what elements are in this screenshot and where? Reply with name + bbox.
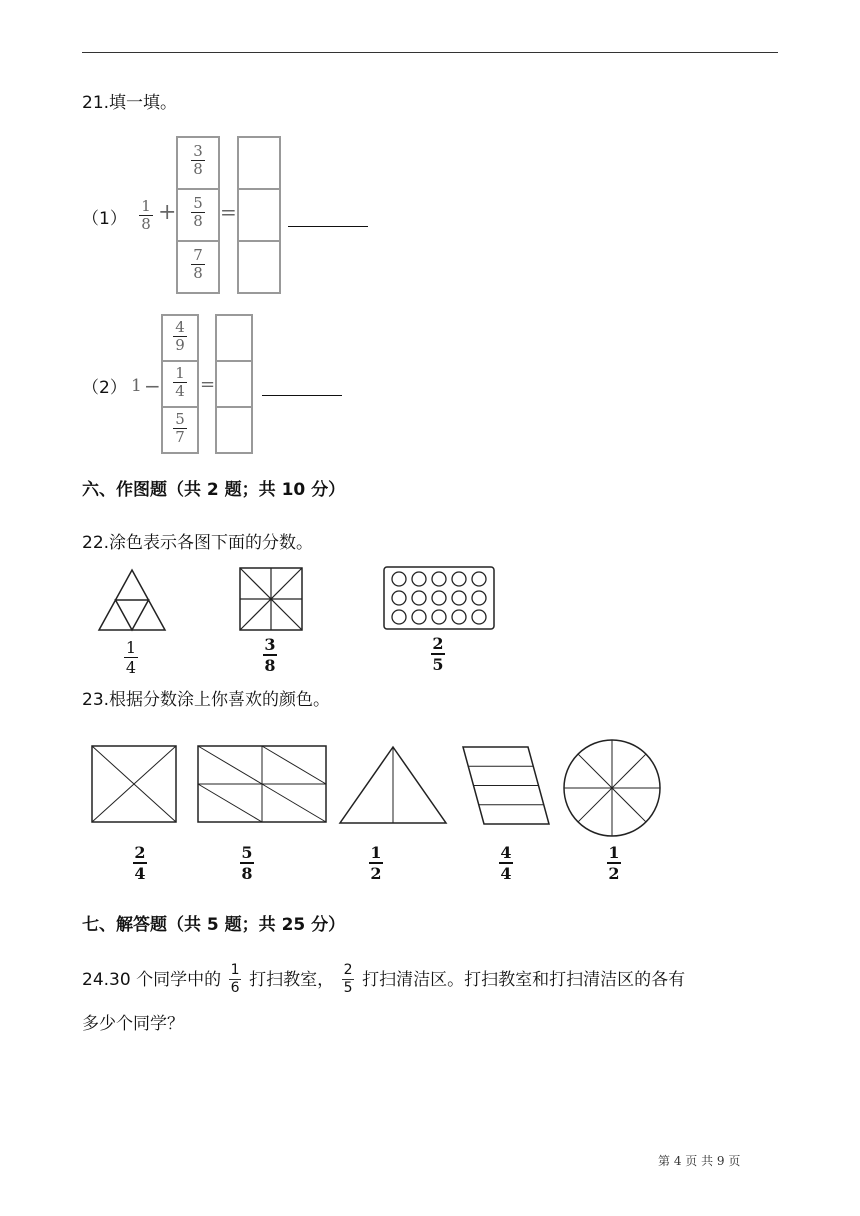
q21-part2-equals: = bbox=[200, 374, 216, 395]
q21-part2-lhs: 1 bbox=[131, 376, 142, 396]
q22-grid-circle[interactable] bbox=[412, 610, 426, 624]
q22-grid-circle[interactable] bbox=[392, 591, 406, 605]
q21-part2-minus: − bbox=[144, 374, 161, 398]
q22-grid-circle[interactable] bbox=[392, 572, 406, 586]
q21-part1-stack-fraction-1: 3 8 bbox=[188, 144, 208, 177]
q23-triangle-figure[interactable] bbox=[339, 746, 447, 824]
q21-part1-answer-blank[interactable] bbox=[288, 226, 368, 227]
q24-fraction-2: $\frac{2}{5}$ bbox=[343, 962, 353, 996]
q21-part1-stack-fraction-3: 7 8 bbox=[188, 248, 208, 281]
q22-grid-circle[interactable] bbox=[392, 610, 406, 624]
q23-fraction-4: 4 4 bbox=[500, 843, 512, 883]
q23-rectangle-triangles-figure[interactable] bbox=[197, 745, 327, 823]
q21-part1-label: （1） bbox=[82, 209, 127, 229]
q21-part2-stack-fraction-1: 4 9 bbox=[170, 320, 190, 353]
q23-circle-figure[interactable] bbox=[562, 738, 662, 838]
question-22-title: 22.涂色表示各图下面的分数。 bbox=[82, 533, 314, 553]
q22-grid-circle[interactable] bbox=[412, 591, 426, 605]
section-7-heading: 七、解答题（共 5 题；共 25 分） bbox=[82, 915, 346, 935]
q21-part1-answer-boxes[interactable] bbox=[237, 136, 281, 294]
q21-part1-lhs-fraction: 1 8 bbox=[136, 199, 156, 232]
section-6-heading: 六、作图题（共 2 题；共 10 分） bbox=[82, 480, 346, 500]
question-24-line-1 bbox=[82, 963, 685, 996]
q21-part1-equals: = bbox=[220, 200, 237, 224]
q22-grid-circle[interactable] bbox=[412, 572, 426, 586]
q22-grid-circle[interactable] bbox=[432, 591, 446, 605]
page-number: 第 4 页 共 9 页 bbox=[658, 1154, 741, 1168]
q22-grid-circle[interactable] bbox=[432, 610, 446, 624]
question-24-line-2: 多少个同学？ bbox=[82, 1014, 184, 1034]
question-23-title: 23.根据分数涂上你喜欢的颜色。 bbox=[82, 690, 331, 710]
q21-part1-plus: + bbox=[158, 200, 177, 225]
q24-text-b: 打扫教室， bbox=[249, 969, 335, 990]
q24-text-a: 24.30 个同学中的 bbox=[82, 969, 222, 990]
q22-square-figure[interactable] bbox=[239, 567, 303, 631]
q22-fraction-1: 1 4 bbox=[125, 638, 137, 677]
q22-circle-grid-figure[interactable] bbox=[383, 566, 495, 630]
q22-grid-circle[interactable] bbox=[472, 591, 486, 605]
q23-fraction-3: 1 2 bbox=[370, 843, 382, 883]
q22-fraction-3: 2 5 bbox=[432, 634, 444, 674]
q23-parallelogram-figure[interactable] bbox=[462, 746, 550, 826]
q24-text-c: 打扫清洁区。打扫教室和打扫清洁区的各有 bbox=[362, 969, 686, 990]
q24-fraction-1: $\frac{1}{6}$ bbox=[230, 962, 240, 996]
q22-grid-circle[interactable] bbox=[452, 572, 466, 586]
question-21-title: 21.填一填。 bbox=[82, 93, 178, 113]
q21-part1-stack-fraction-2: 5 8 bbox=[188, 196, 208, 229]
q21-part2-stack-fraction-2: 1 4 bbox=[170, 366, 190, 399]
q22-grid-circle[interactable] bbox=[452, 610, 466, 624]
q23-rectangle-x-figure[interactable] bbox=[91, 745, 177, 823]
q23-fraction-2: 5 8 bbox=[241, 843, 253, 883]
q21-part2-label: （2） bbox=[82, 378, 127, 398]
q21-part2-stack-fraction-3: 5 7 bbox=[170, 412, 190, 445]
q22-grid-circle[interactable] bbox=[472, 572, 486, 586]
q21-part2-answer-blank[interactable] bbox=[262, 395, 342, 396]
q22-grid-circle[interactable] bbox=[472, 610, 486, 624]
q23-fraction-1: 2 4 bbox=[134, 843, 146, 883]
q22-triangle-figure[interactable] bbox=[97, 568, 167, 632]
q22-fraction-2: 3 8 bbox=[264, 635, 276, 675]
q22-grid-circle[interactable] bbox=[432, 572, 446, 586]
header-rule bbox=[82, 52, 778, 53]
q22-grid-circle[interactable] bbox=[452, 591, 466, 605]
q23-fraction-5: 1 2 bbox=[608, 843, 620, 883]
q21-part2-answer-boxes[interactable] bbox=[215, 314, 253, 454]
